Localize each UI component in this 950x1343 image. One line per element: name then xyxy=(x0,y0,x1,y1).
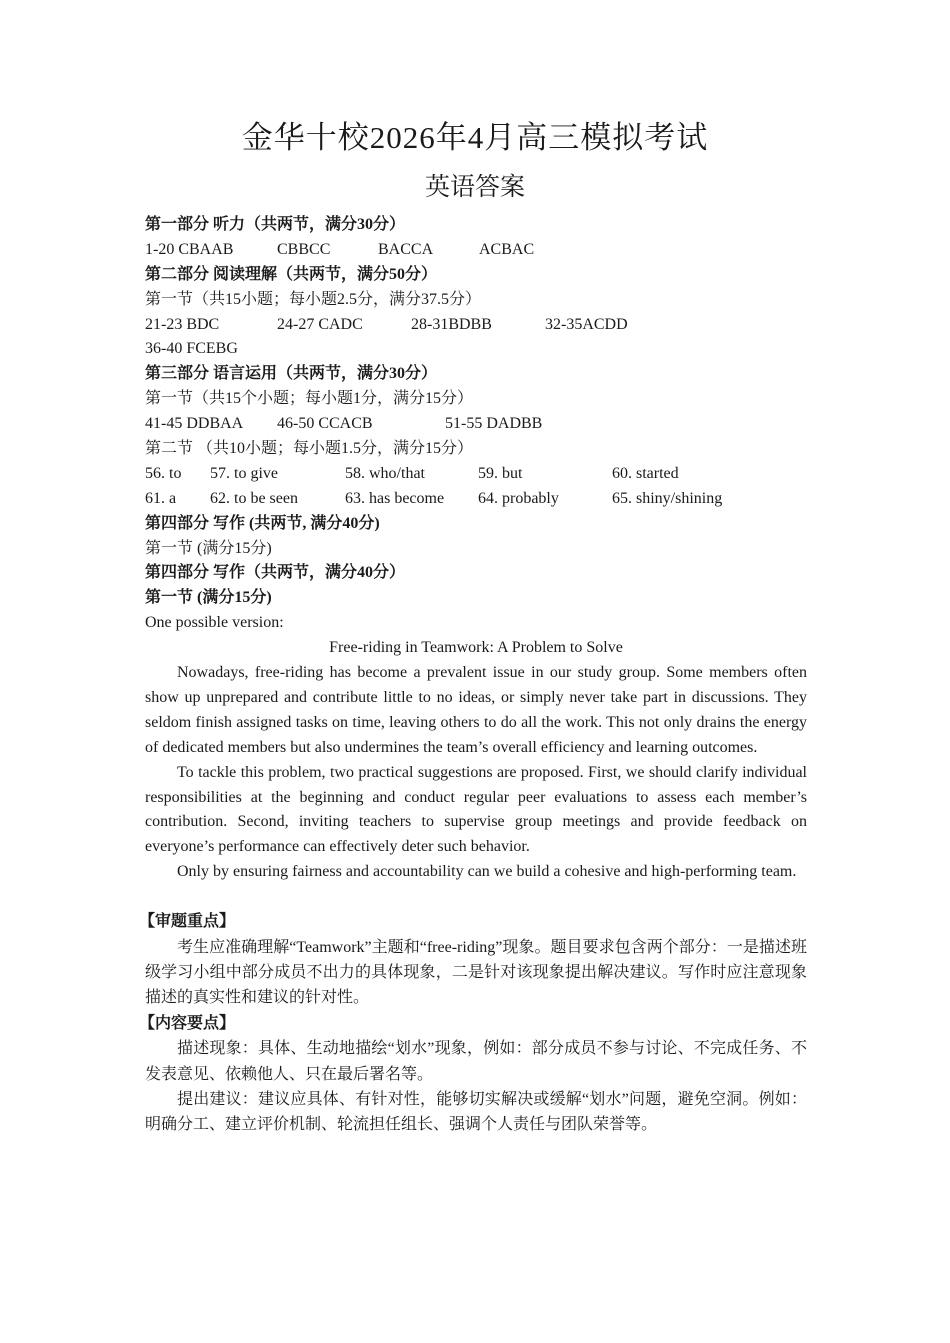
answer-group: 36-40 FCEBG xyxy=(145,340,238,358)
part2-section1: 第一节（共15小题；每小题2.5分，满分37.5分） xyxy=(145,290,482,308)
part2-answers-row1 xyxy=(145,313,807,338)
content-point: 提出建议：建议应具体、有针对性，能够切实解决或缓解“划水”问题，避免空洞。例如：明确分工、建立评价机制、轮流担任组长、强调个人责任与团队荣誉等。 xyxy=(145,1091,807,1134)
answer-group: 41-45 DDBAA xyxy=(145,415,244,433)
answer-group: 32-35ACDD xyxy=(545,315,628,333)
fill-answer: 61. a xyxy=(145,489,177,507)
answer-group: 1-20 CBAAB xyxy=(145,240,234,258)
fill-answer: 57. to give xyxy=(210,464,278,482)
answer-group: BACCA xyxy=(378,240,434,258)
fill-answer: 64. probably xyxy=(478,489,559,507)
answer-content xyxy=(139,213,807,1138)
part2-answers-row2 xyxy=(145,337,807,362)
fill-answer: 65. shiny/shining xyxy=(612,489,723,507)
essay-paragraph: Nowadays, free-riding has become a prevalent issue in our study group. Some members often show up unprepared and contribute little to no ideas, or simply never take part in discussions. They seldom finish assigned tasks on time, leaving others to do all the work. This not only drains the energy of dedicated members but also undermines the team’s overall efficiency and learning outcomes. xyxy=(145,664,807,756)
answer-group: 51-55 DADBB xyxy=(445,415,543,433)
version-label: One possible version: xyxy=(145,614,284,632)
part3-answers-row1 xyxy=(145,412,807,437)
fill-answer: 60. started xyxy=(612,464,679,482)
answer-group: 21-23 BDC xyxy=(145,315,220,333)
fill-answer: 62. to be seen xyxy=(210,489,298,507)
spacer xyxy=(145,885,807,909)
part4-heading-b: 第四部分 写作（共两节，满分40分） xyxy=(145,564,406,582)
content-point: 描述现象：具体、生动地描绘“划水”现象，例如：部分成员不参与讨论、不完成任务、不发表意见、依赖他人、只在最后署名等。 xyxy=(145,1040,807,1083)
fill-answer: 56. to xyxy=(145,464,182,482)
fill-answer: 58. who/that xyxy=(345,464,425,482)
part3-heading: 第三部分 语言运用（共两节，满分30分） xyxy=(145,365,438,383)
part1-heading: 第一部分 听力（共两节，满分30分） xyxy=(145,216,406,233)
part3-fill-row2 xyxy=(145,487,807,512)
fill-answer: 59. but xyxy=(478,464,523,482)
part3-fill-row1 xyxy=(145,462,807,487)
part3-section2: 第二节 （共10小题；每小题1.5分，满分15分） xyxy=(145,440,474,458)
part2-heading: 第二部分 阅读理解（共两节，满分50分） xyxy=(145,265,438,283)
fill-answer: 63. has become xyxy=(345,489,445,507)
document-subtitle: 英语答案 xyxy=(424,174,525,201)
part4-heading-a: 第四部分 写作 (共两节, 满分40分) xyxy=(145,514,380,532)
answer-group: 46-50 CCACB xyxy=(277,415,373,433)
essay-title: Free-riding in Teamwork: A Problem to Solve xyxy=(329,639,623,657)
answer-group: 24-27 CADC xyxy=(277,315,363,333)
answer-group: ACBAC xyxy=(479,240,535,258)
part1-answers xyxy=(145,238,807,263)
answer-group: CBBCC xyxy=(277,240,331,258)
answer-group: 28-31BDBB xyxy=(411,315,492,333)
document-title: 金华十校2026年4月高三模拟考试 xyxy=(241,120,709,155)
focus-text: 考生应准确理解“Teamwork”主题和“free-riding”现象。题目要求包含两个部分：一是描述班级学习小组中部分成员不出力的具体现象，二是针对该现象提出解决建议。写作时应注意现象描述的真实性和建议的针对性。 xyxy=(145,938,807,1007)
part4-section1-a: 第一节 (满分15分) xyxy=(145,539,272,557)
part3-section1: 第一节（共15个小题；每小题1分，满分15分） xyxy=(145,390,474,408)
essay-paragraph: To tackle this problem, two practical suggestions are proposed. First, we should clarify individual responsibilities at the beginning and conduct regular peer evaluations to assess each member’s contribution. Second, inviting teachers to supervise group meetings and provide feedback on everyone’s performance can effectively deter such behavior. xyxy=(145,763,807,856)
essay-paragraph: Only by ensuring fairness and accountability can we build a cohesive and high-performing team. xyxy=(177,863,797,881)
focus-heading: 【审题重点】 xyxy=(139,913,236,931)
points-heading: 【内容要点】 xyxy=(139,1014,236,1032)
part4-section1-b: 第一节 (满分15分) xyxy=(145,589,272,607)
